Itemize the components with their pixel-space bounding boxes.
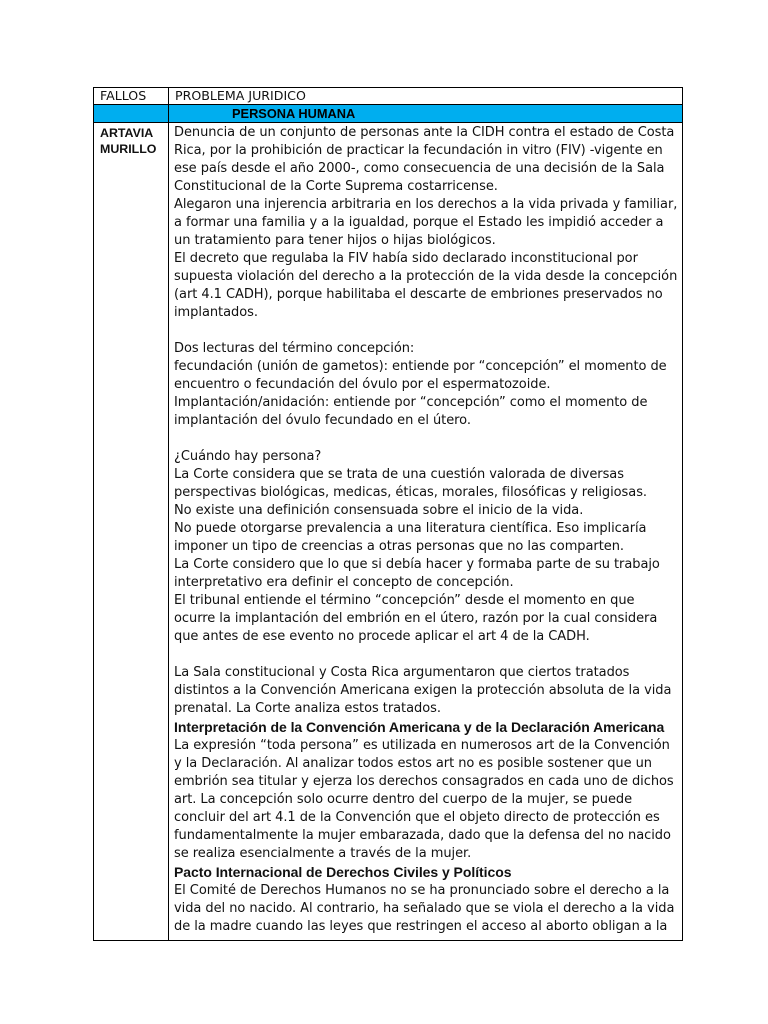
paragraph: No existe una definición consensuada sobre el inicio de la vida. [174,503,584,518]
header-cell-fallos [94,88,169,105]
case-name-line1: ARTAVIA [100,126,154,140]
legal-problem-cell [169,123,683,941]
paragraph: No puede otorgarse prevalencia a una literatura científica. Eso implicaría imponer un tipo de creencias a otras personas que no las comparten. [174,521,647,554]
cell-bottom-padding [174,936,678,940]
section-heading: Pacto Internacional de Derechos Civiles y Políticos [174,864,512,880]
paragraph: La Sala constitucional y Costa Rica argumentaron que ciertos tratados distintos a la Convención Americana exigen la protección absoluta de la vida prenatal. La Corte analiza estos tratados. [174,665,672,716]
table-header-row [94,88,683,105]
paragraph: Implantación/anidación: entiende por “concepción” como el momento de implantación del óvulo fecundado en el útero. [174,395,648,428]
paragraph: Dos lecturas del término concepción: [174,341,415,356]
paragraph: El tribunal entiende el término “concepción” desde el momento en que ocurre la implantación del embrión en el útero, razón por la cual considera que antes de ese evento no procede aplicar el art 4 de la CADH. [174,593,658,644]
case-name-cell [94,123,169,941]
paragraph: Alegaron una injerencia arbitraria en los derechos a la vida privada y familiar, a formar una familia y a la igualdad, porque el Estado les impidió acceder a un tratamiento para tener hijos o hijas biológicos. [174,197,678,248]
header-cell-problema [169,88,683,105]
blank-line [174,430,678,448]
section-band-row [94,105,683,123]
paragraph: fecundación (unión de gametos): entiende por “concepción” el momento de encuentro o fecundación del óvulo por el espermatozoide. [174,359,667,392]
blank-line [174,646,678,664]
paragraph: El decreto que regulaba la FIV había sido declarado inconstitucional por supuesta violación del derecho a la protección de la vida desde la concepción (art 4.1 CADH), porque habilitaba el descarte de embriones preservados no implantados. [174,251,678,320]
section-heading: Interpretación de la Convención Americana y de la Declaración Americana [174,719,665,735]
paragraph: Denuncia de un conjunto de personas ante la CIDH contra el estado de Costa Rica, por la prohibición de practicar la fecundación in vitro (FIV) -vigente en ese país desde el año 2000-, como consecuencia de una decisión de la Sala Constitucional de la Corte Suprema costarricense. [174,125,675,194]
table-row [94,123,683,941]
section-band-left [94,105,169,123]
legal-problem-text [169,123,682,940]
paragraph: La Corte considera que se trata de una cuestión valorada de diversas perspectivas biológicas, medicas, éticas, morales, filosóficas y religiosas. [174,467,648,500]
paragraph: El Comité de Derechos Humanos no se ha pronunciado sobre el derecho a la vida del no nacido. Al contrario, ha señalado que se viola el derecho a la vida de la madre cuando las leyes que restringen el acceso al aborto obligan a la [174,883,675,934]
rulings-table [93,87,683,941]
section-band-right [169,105,683,123]
case-name [94,123,168,157]
paragraph: La expresión “toda persona” es utilizada en numerosos art de la Convención y la Declaración. Al analizar todos estos art no es posible sostener que un embrión sea titular y ejerza los derechos consagrados en cada uno de dichos art. La concepción solo ocurre dentro del cuerpo de la mujer, se puede concluir del art 4.1 de la Convención que el objeto directo de protección es fundamentalmente la mujer embarazada, dado que la defensa del no nacido se realiza esencialmente a través de la mujer. [174,738,674,861]
header-label-fallos: FALLOS [100,88,147,103]
paragraph: La Corte considero que lo que si debía hacer y formaba parte de su trabajo interpretativo era definir el concepto de concepción. [174,557,660,590]
header-label-problema: PROBLEMA JURIDICO [175,88,306,103]
section-band-title: PERSONA HUMANA [232,106,356,121]
blank-line [174,322,678,340]
paragraph: ¿Cuándo hay persona? [174,449,322,464]
case-name-line2: MURILLO [100,142,157,156]
